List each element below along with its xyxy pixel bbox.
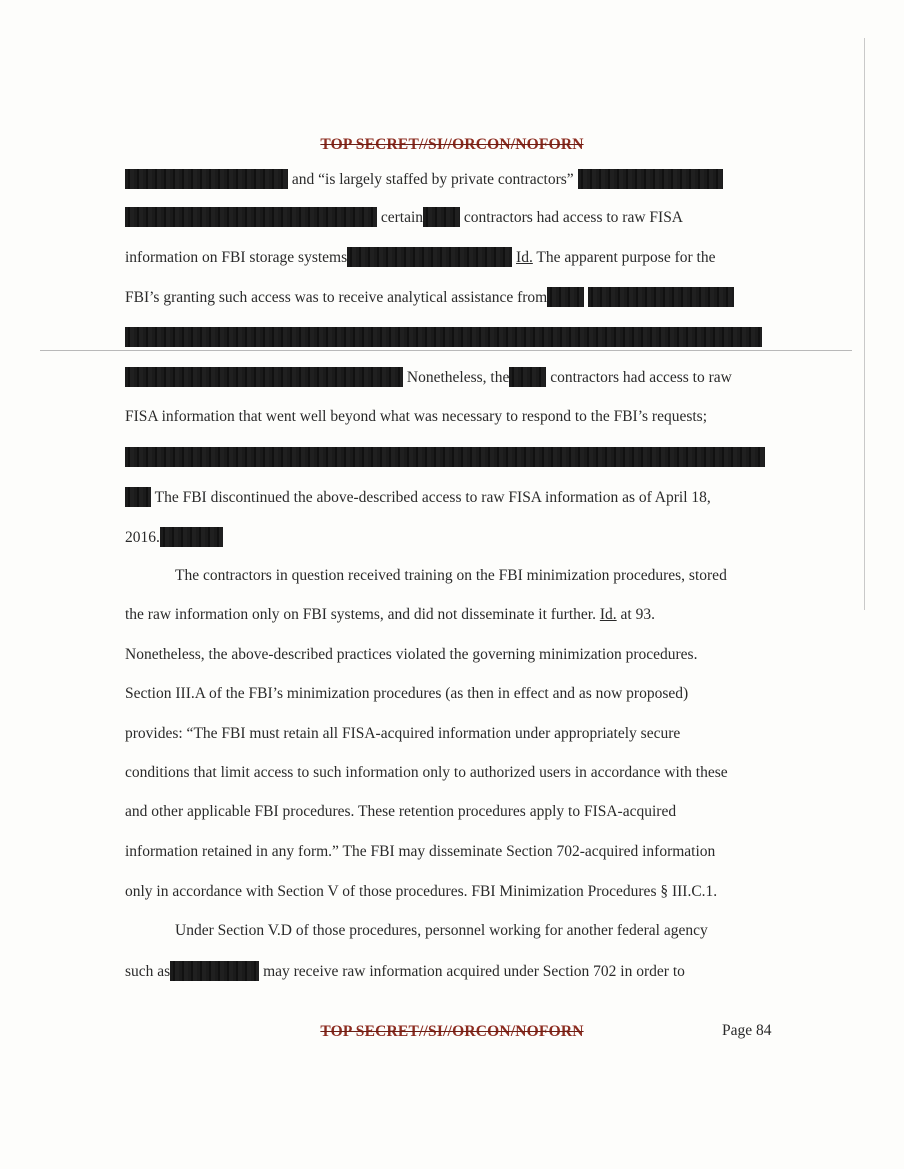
- redaction-block: [509, 367, 546, 387]
- header-classification-marking: TOP SECRET//SI//ORCON/NOFORN: [320, 136, 584, 153]
- page-number: Page 84: [722, 1022, 772, 1039]
- redaction-block: [125, 367, 403, 387]
- paragraph-2-line-8: information retained in any form.” The FBI may disseminate Section 702-acquired information: [125, 843, 716, 860]
- paragraph-2-line-3: Nonetheless, the above-described practices violated the governing minimization procedures.: [125, 646, 698, 663]
- redaction-block: [160, 527, 223, 547]
- redaction-block: [170, 961, 259, 981]
- paragraph-2-line-1: The contractors in question received training on the FBI minimization procedures, stored: [175, 567, 727, 584]
- paragraph-2-line-6: conditions that limit access to such information only to authorized users in accordance with these: [125, 764, 728, 781]
- paragraph-3-line-1: Under Section V.D of those procedures, personnel working for another federal agency: [175, 922, 708, 939]
- redaction-block: [588, 287, 734, 307]
- scan-divider-line: [40, 350, 852, 351]
- paragraph-2-line-5: provides: “The FBI must retain all FISA-acquired information under appropriately secure: [125, 725, 681, 742]
- text-line-7: FISA information that went well beyond what was necessary to respond to the FBI’s requests;: [125, 408, 708, 425]
- redaction-block: [578, 169, 723, 189]
- text-line-3: information on FBI storage systems Id. The apparent purpose for the: [125, 249, 716, 266]
- paragraph-2-line-4: Section III.A of the FBI’s minimization procedures (as then in effect and as now proposed): [125, 685, 689, 702]
- text-line-6: Nonetheless, the contractors had access to raw: [125, 367, 732, 389]
- redaction-block: [423, 207, 460, 227]
- paragraph-2-line-7: and other applicable FBI procedures. These retention procedures apply to FISA-acquired: [125, 803, 677, 820]
- text-line-10: 2016.: [125, 527, 223, 549]
- text-line-5-redacted: [125, 327, 762, 349]
- text-line-4: FBI’s granting such access was to receive analytical assistance from: [125, 287, 734, 309]
- redaction-block: [125, 207, 377, 227]
- text-line-1: and “is largely staffed by private contractors”: [125, 169, 723, 191]
- redaction-block: [125, 447, 765, 467]
- text-line-8-redacted: [125, 447, 765, 469]
- scan-margin-line: [864, 38, 865, 610]
- redaction-block: [125, 487, 151, 507]
- footer-classification-marking: TOP SECRET//SI//ORCON/NOFORN: [320, 1023, 584, 1040]
- paragraph-2-line-9: only in accordance with Section V of those procedures. FBI Minimization Procedures § III.C.1.: [125, 883, 718, 900]
- redaction-block: [125, 169, 288, 189]
- text-line-9: The FBI discontinued the above-described access to raw FISA information as of April 18,: [125, 487, 711, 509]
- paragraph-3-line-2: such as may receive raw information acquired under Section 702 in order to: [125, 963, 685, 980]
- redaction-block: [125, 327, 762, 347]
- paragraph-2-line-2: the raw information only on FBI systems, and did not disseminate it further. Id. at 93.: [125, 606, 655, 623]
- redaction-block: [347, 247, 512, 267]
- text-line-2: certain contractors had access to raw FISA: [125, 207, 683, 229]
- redaction-block: [547, 287, 584, 307]
